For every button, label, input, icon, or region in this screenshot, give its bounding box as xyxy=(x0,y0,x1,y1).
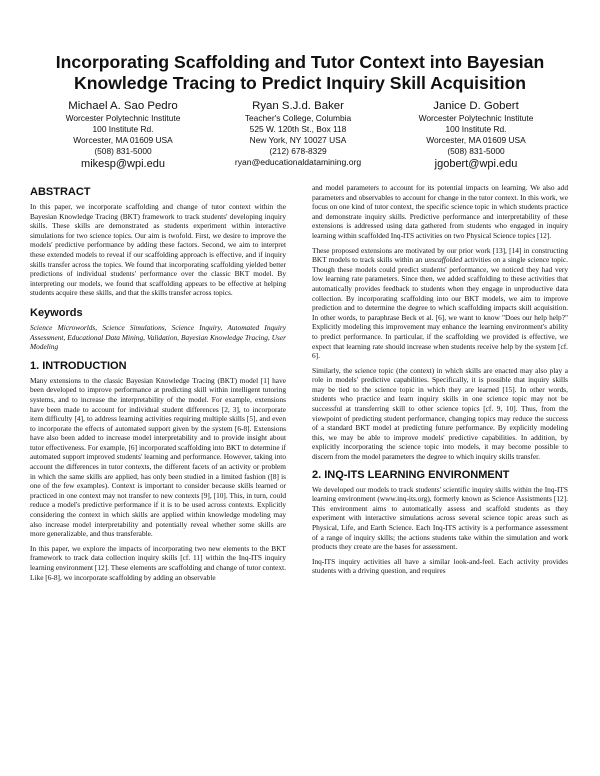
section-2-paragraph-1: We developed our models to track students' scientific inquiry skills within the Inq-ITS learning environment (www.inq-its.org), formerly known as Science Assistments [12]. This environment aims to automatically assess and scaffold students as they experiment with interactive simulations across several science topic areas such as Physical, Life, and Earth Science. Each Inq-ITS activity is a performance assessment of a range of inquiry skills; the actions students take within the simulation and work products they create are the bases for assessment. xyxy=(312,484,568,552)
author-address-2: New York, NY 10027 USA xyxy=(249,135,347,145)
unscaffolded-emphasis: unscaffolded xyxy=(424,255,463,265)
author-affiliation: Teacher's College, Columbia xyxy=(244,113,352,123)
author-2 xyxy=(208,99,388,168)
left-column xyxy=(30,183,286,587)
keywords-text: Science Microworlds, Science Simulations, Science Inquiry, Automated Inquiry Assessment, Educational Data Mining, Validation, Bayesian Knowledge Tracing, User Modeling xyxy=(30,322,286,352)
section-2-paragraph-2: Inq-ITS inquiry activities all have a similar look-and-feel. Each activity provides students with a driving question, and requires xyxy=(312,556,568,576)
title-line-1: Incorporating Scaffolding and Tutor Context into Bayesian xyxy=(55,52,545,72)
intro-paragraph-2: In this paper, we explore the impacts of incorporating two new elements to the BKT framework to track data collection inquiry skills [cf. 11] within the Inq-ITS inquiry learning environment [12]. These elements are scaffolding and change of tutor context. Like [6-8], we incorporate scaffolding by adding an observable xyxy=(30,543,286,582)
author-phone: (508) 831-5000 xyxy=(447,146,505,156)
author-address-1: 100 Institute Rd. xyxy=(445,124,507,134)
author-name: Michael A. Sao Pedro xyxy=(68,100,178,112)
title-line-2: Knowledge Tracing to Predict Inquiry Skill Acquisition xyxy=(74,73,526,93)
author-address-1: 525 W. 120th St., Box 118 xyxy=(249,124,347,134)
intro-paragraph-1: Many extensions to the classic Bayesian Knowledge Tracing (BKT) model [1] have been developed to improve performance at predicting skill within intelligent tutoring systems, and to increase the interpretability of the model. For example, extensions have been made to account for individual student differences [2, 3], to incorporate item difficulty [4], to address learning activities requiring multiple skills [5], and even to incorporate the effects of automated support given by the system [6-8]. Extensions have also been added to increase model interpretability and to provide insight about tutor effectiveness. For example, [6] incorporated scaffolding into BKT to determine if automated support improved students' learning and performance. However, taking into account the differences in tutor contexts, the different facets of an activity or problem in which the same skills are applied, has only been studied in a limited fashion ([8] is one of the few examples). Context is important to consider because skills learned or practiced in one context may not transfer to new contexts [9], [10]. This, in turn, could reduce a model's predictive performance if it is to be used across contexts. Explicitly considering the context in which skills are applied within knowledge modeling may also increase model interpretability and potentially reveal whether some skills are more generalizable, and thus transferable. xyxy=(30,375,286,539)
author-email: ryan@educationaldatamining.org xyxy=(234,157,362,167)
author-address-2: Worcester, MA 01609 USA xyxy=(426,135,526,145)
introduction-heading: 1. INTRODUCTION xyxy=(30,359,127,372)
right-paragraph-3: Similarly, the science topic (the context) in which skills are enacted may also play a role in models' predictive capabilities. Specifically, it is possible that inquiry skills may be tied to the science topic in which they are learned [15]. In other words, students who practice and learn inquiry skills in one science topic may not be successful at transferring skill to other science topics [cf. 9, 10]. Thus, from the viewpoint of predicting student performance, changing topics may reduce the success of a standard BKT model at predicting future performance. By explicitly modeling this, we may be able to improve models' predictive capabilities. In addition, by explicitly incorporating the science topic into models, it may become possible to discern from the model parameters the degree to which inquiry skills transfer. xyxy=(312,365,568,462)
author-affiliation: Worcester Polytechnic Institute xyxy=(418,113,534,123)
author-3 xyxy=(386,99,566,171)
author-phone: (508) 831-5000 xyxy=(94,146,152,156)
author-name: Ryan S.J.d. Baker xyxy=(252,100,344,112)
right-paragraph-2-rest: activities on a single science topic. Though these models could predict students' performance, we noticed they had very low learning rate parameters. Since then, we added scaffolding to these activities that automatically provides feedback to students when they engage in unproductive data collection. By incorporating scaffolding into our BKT models, we aim to improve prediction and to determine the degree to which scaffolding impacts skill acquisition. In other words, to paraphrase Beck et al. [6], we want to know "Does our help help?" Explicitly modeling this improvement may enhance the learning environment's ability to predict performance. In particular, if the scaffolding we provided is effective, we expect that learning rate should increase when students receive help by the system [cf. 6]. xyxy=(312,255,568,361)
author-address-2: Worcester, MA 01609 USA xyxy=(73,135,173,145)
right-paragraph-2 xyxy=(312,246,568,361)
author-block xyxy=(30,99,570,171)
section-2-heading: 2. INQ-ITS LEARNING ENVIRONMENT xyxy=(312,468,510,481)
abstract-heading: ABSTRACT xyxy=(30,186,91,198)
author-email: jgobert@wpi.edu xyxy=(434,158,518,170)
abstract-text: In this paper, we incorporate scaffolding and change of tutor context within the Bayesian Knowledge Tracing (BKT) framework to track students' developing inquiry skills. These skills are demonstrated as students experiment within interactive simulations for two science topics. Our aim is twofold. First, we desire to improve the models' predictive performance by adding these factors. Second, we aim to interpret these extended models to reveal if our scaffolding approach is effective, and if inquiry skills transfer across the topics. We found that incorporating scaffolding yielded better predictions of individual students' performance over the classic BKT model. By interpreting our models, we found that scaffolding appears to be effective at helping students acquire these skills, and that the skills transfer across topics. xyxy=(30,202,286,298)
keywords-heading: Keywords xyxy=(30,306,83,319)
author-address-1: 100 Institute Rd. xyxy=(92,124,154,134)
right-column xyxy=(312,183,568,581)
author-phone: (212) 678-8329 xyxy=(269,146,327,156)
author-name: Janice D. Gobert xyxy=(433,100,519,112)
paper-title xyxy=(30,52,570,94)
right-paragraph-2-start: These proposed extensions are motivated by our prior work [13], [14] in constructing BKT models to track skills within an xyxy=(312,245,568,265)
author-1 xyxy=(33,99,213,171)
author-email: mikesp@wpi.edu xyxy=(81,158,165,170)
author-affiliation: Worcester Polytechnic Institute xyxy=(65,113,181,123)
right-paragraph-1: and model parameters to account for its potential impacts on learning. We also add parameters and observables to account for change in the tutor context. In this work, we focus on one kind of tutor context, the specific science topic in which students practice and demonstrate inquiry skills. Predictive performance and interpretability of these extensions is addressed using data gathered from students who engaged in inquiry learning within scaffolded Inq-ITS activities on two Physical Science topics [12]. xyxy=(312,183,568,240)
